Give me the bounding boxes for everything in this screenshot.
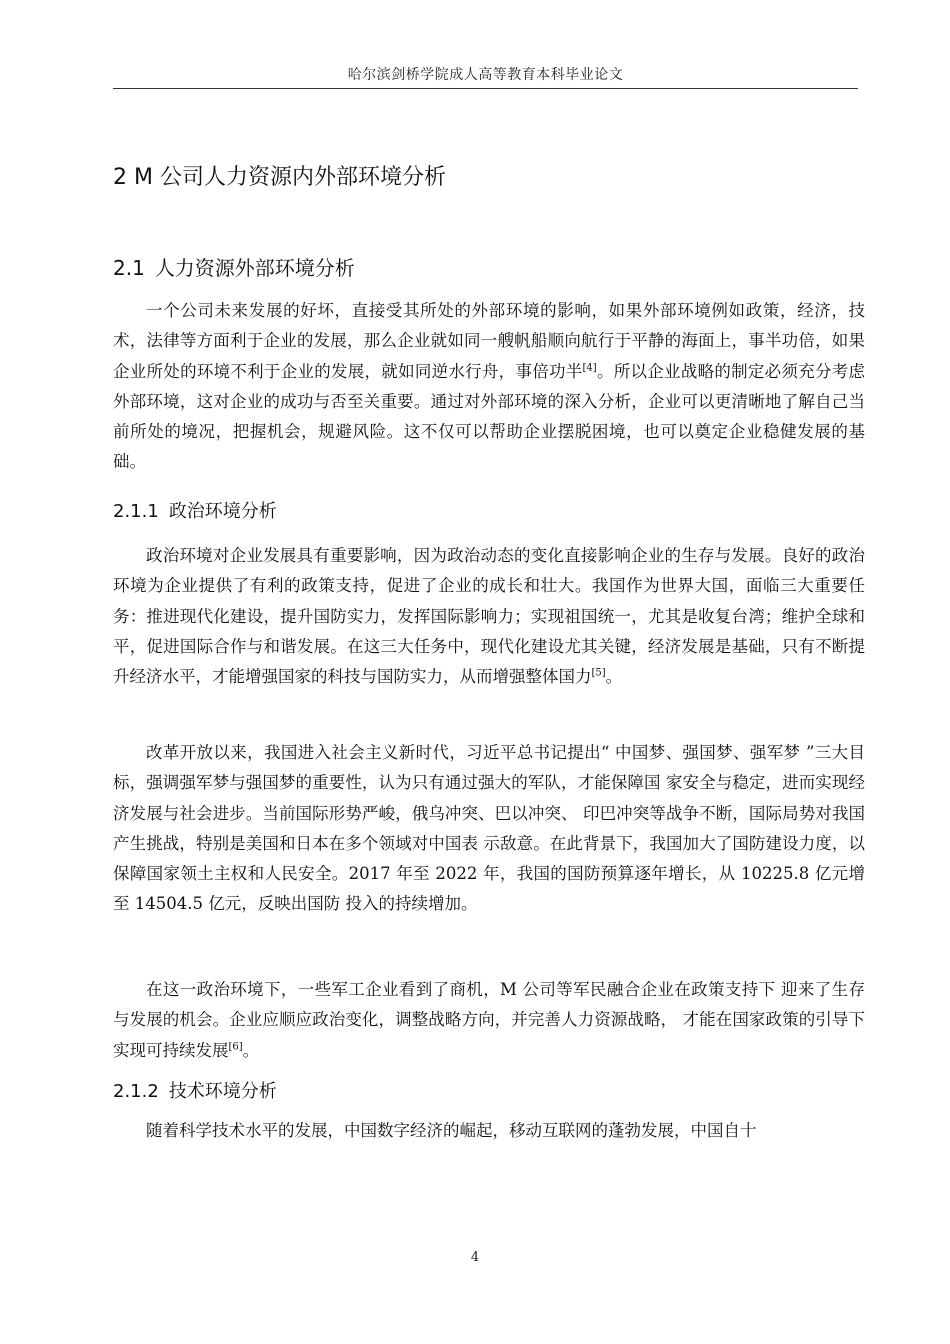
paragraph-text: 在这一政治环境下，一些军工企业看到了商机，M 公司等军民融合企业在政策支持下 迎来了生存与发展的机会。企业应顺应政治变化，调整战略方向，并完善人力资源战略， 才能在国家政策的引导下实现可持续发展 [113,980,865,1060]
paragraph-text: 政治环境对企业发展具有重要影响，因为政治动态的变化直接影响企业的生存与发展。良好的政治环境为企业提供了有利的政策支持，促进了企业的成长和壮大。我国作为世界大国，面临三大重要任务：推进现代化建设，提升国防实力，发挥国际影响力；实现祖国统一，尤其是收复台湾；维护全球和平，促进国际合作与和谐发展。在这三大任务中，现代化建设尤其关键，经济发展是基础，只有不断提升经济水平，才能增强国家的科技与国防实力，从而增强整体国力 [113,546,865,687]
paragraph-text: 随着科学技术水平的发展，中国数字经济的崛起，移动互联网的蓬勃发展，中国自十 [146,1121,757,1140]
citation: [5] [591,667,606,679]
running-header: 哈尔滨剑桥学院成人高等教育本科毕业论文 [347,67,624,83]
paragraph-text: 一个公司未来发展的好坏，直接受其所处的外部环境的影响，如果外部环境例如政策，经济，技术，法律等方面利于企业的发展，那么企业就如同一艘帆船顺向航行于平静的海面上，事半功倍，如果企业所处的环境不利于企业的发展，就如同逆水行舟，事倍功半 [113,301,865,381]
section-heading-2-1 [113,252,355,281]
subsection-number: 2.1.1 [113,501,159,522]
paragraph-text-tail: 。所以企业战略的制定必须充分考虑外部环境，这对企业的成功与否至关重要。通过对外部环境的深入分析，企业可以更清晰地了解自己当前所处的境况，把握机会，规避风险。这不仅可以帮助企业摆脱困境，也可以奠定企业稳健发展的基础。 [113,361,866,472]
citation: [6] [228,1041,243,1053]
paragraph-political-environment [113,541,865,692]
paragraph-text-tail: 。 [242,1040,260,1060]
subsection-heading-2-1-1 [113,497,277,523]
subsection-number: 2.1.2 [113,1081,159,1102]
chapter-title: 2 M 公司人力资源内外部环境分析 [113,165,446,190]
subsection-title-text: 政治环境分析 [168,501,277,522]
paragraph-text: 改革开放以来，我国进入社会主义新时代，习近平总书记提出“ 中国梦、强国梦、强军梦 ”三大目标，强调强军梦与强国梦的重要性，认为只有通过强大的军队，才能保障国 家安全与稳定，进而实现经济发展与社会进步。当前国际形势严峻，俄乌冲突、巴以冲突、 印巴冲突等战争不断，国际局势对我国产生挑战，特别是美国和日本在多个领域对中国表 示敌意。在此背景下，我国加大了国防建设力度，以保障国家领土主权和人民安全。2017 年至 2022 年，我国的国防预算逐年增长，从 10225.8 亿元增至 14504.5 亿元，反映出国防 投入的持续增加。 [113,743,865,914]
section-title-text: 人力资源外部环境分析 [154,256,355,280]
subsection-title-text: 技术环境分析 [168,1081,277,1102]
page-number: 4 [470,1250,480,1265]
section-number: 2.1 [113,256,145,280]
paragraph-external-environment [113,296,865,478]
paragraph-technology-environment [113,1116,865,1146]
paragraph-reform-defense [113,738,865,920]
citation: [4] [582,362,597,374]
paragraph-military-enterprise [113,975,865,1066]
paragraph-text-tail: 。 [605,667,623,687]
header-rule [113,88,858,89]
subsection-heading-2-1-2 [113,1077,277,1103]
